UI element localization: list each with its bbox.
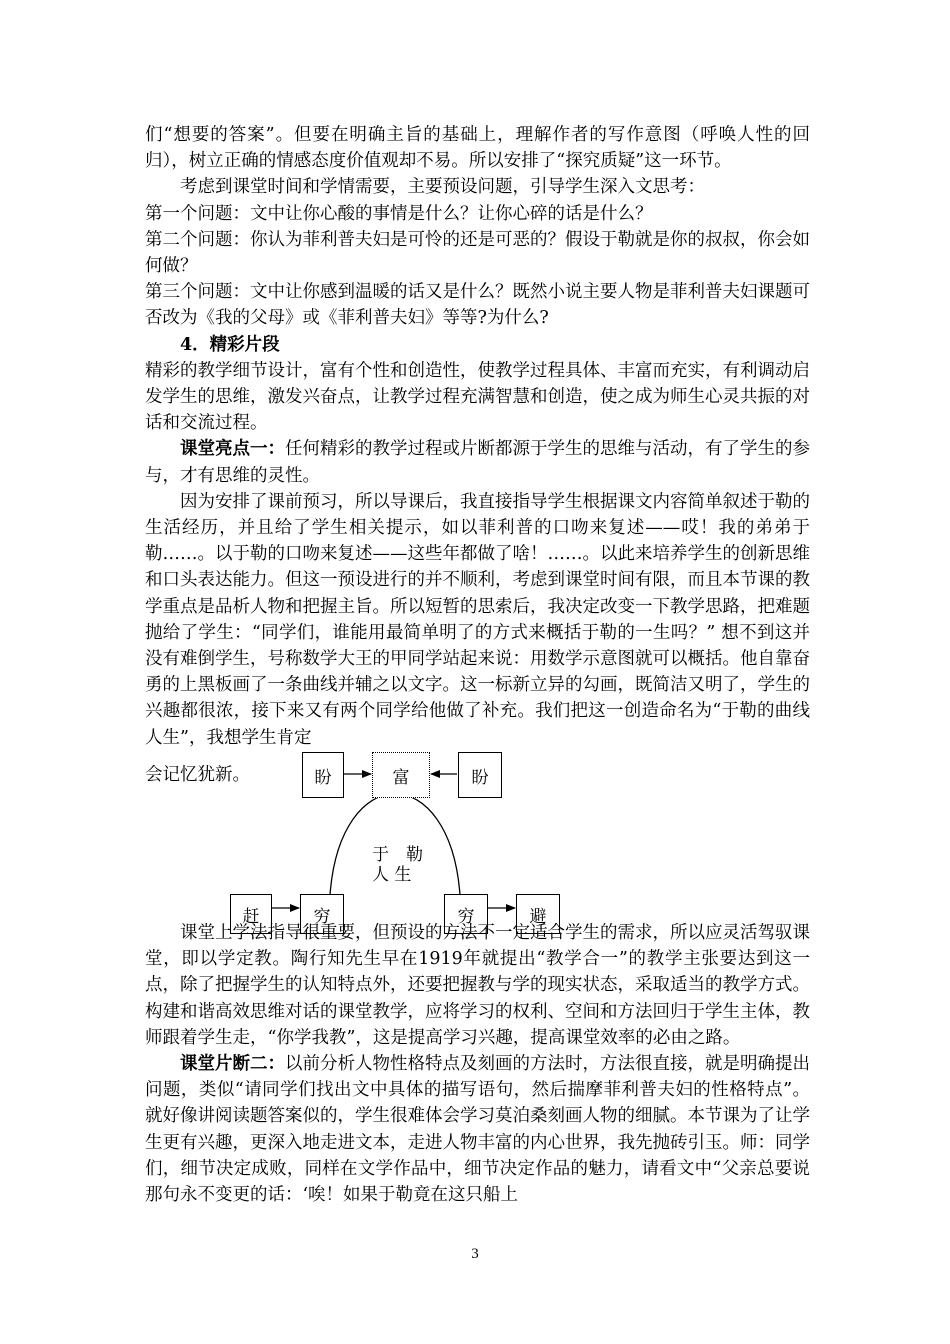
question-1: 第一个问题：文中让你心酸的事情是什么？让你心碎的话是什么？ [145, 203, 653, 224]
life-curve [330, 794, 460, 895]
highlight-2-label: 课堂片断二： [180, 1054, 285, 1075]
box-hope-right: 盼 [458, 752, 502, 798]
box-avoid: 避 [516, 894, 560, 934]
highlight-1-body: 因为安排了课前预习，所以导课后，我直接指导学生根据课文内容简单叙述于勒的生活经历，并且给了学生相关提示，如以菲利普的口吻来复述——哎！我的弟弟于勒……。以于勒的口吻来复述——这些年都做了啥！……。以此来培养学生的创新思维和口头表达能力。但这一预设进行的并不顺利，考虑到课堂时间有限，而且本节课的教学重点是品析人物和把握主旨。所以短暂的思索后，我决定改变一下教学思路，把难题抛给了学生：“同学们，谁能用最简单明了的方式来概括于勒的一生吗？” 想不到这并没有难倒学生，号称数学大王的甲同学站起来说：用数学示意图就可以概括。他自靠奋勇的上黑板画了一条曲线并辅之以文字。这一标新立异的勾画，既简洁又明了，学生的兴趣都很浓，接下来又有两个同学给他做了补充。我们把这一创造命名为“于勒的曲线人生”，我想学生肯定 [145, 491, 810, 748]
body-text-top [145, 122, 810, 751]
paragraph-after-diagram: 课堂上学法指导很重要，但预设的方法不一定适合学生的需求，所以应灵活驾驭课堂，即以学定教。陶行知先生早在1919年就提出“教学合一”的教学主张要达到这一点，除了把握学生的认知特点外，还要把握教与学的现实状态，采取适当的教学方式。构建和谐高效思维对话的课堂教学，应将学习的权利、空间和方法回归于学生主体，教师跟着学生走，“你学我教”，这是提高学习兴趣，提高课堂效率的必由之路。 [145, 923, 810, 1048]
highlight-1-paragraph [145, 436, 810, 488]
curve-label-line2: 人 生 [372, 865, 412, 885]
box-chase: 赶 [230, 894, 272, 934]
box-poor-right: 穷 [444, 894, 488, 934]
body-text-bottom [145, 920, 810, 1208]
curve-label-line1: 于 勒 [372, 845, 423, 865]
paragraph: 们“想要的答案”。但要在明确主旨的基础上，理解作者的写作意图（呼唤人性的回归），树立正确的情感态度价值观却不易。所以安排了“探究质疑”这一环节。 [145, 125, 810, 172]
section-heading: 4．精彩片段 [180, 334, 280, 355]
box-hope-left: 盼 [302, 752, 344, 798]
highlight-1-label: 课堂亮点一： [180, 439, 285, 460]
box-rich: 富 [372, 752, 430, 798]
question-3: 第三个问题：文中让你感到温暖的话又是什么？既然小说主要人物是菲利普夫妇课题可否改为《我的父母》或《菲利普夫妇》等等?为什么? [145, 282, 810, 329]
question-2: 第二个问题：你认为菲利普夫妇是可怜的还是可恶的？假设于勒就是你的叔叔，你会如何做？ [145, 229, 810, 277]
highlight-1-text: 任何精彩的教学过程或片断都源于学生的思维与活动，有了学生的参与，才有思维的灵性。 [145, 439, 810, 486]
line-before-diagram: 会记忆犹新。 [145, 765, 250, 785]
section-intro: 精彩的教学细节设计，富有个性和创造性，使教学过程具体、丰富而充实，有利调动启发学生的思维，激发兴奋点，让教学过程充满智慧和创造，使之成为师生心灵共振的对话和交流过程。 [145, 360, 810, 434]
highlight-2-paragraph [145, 1051, 810, 1208]
paragraph: 考虑到课堂时间和学情需要，主要预设问题，引导学生深入文思考： [180, 177, 705, 198]
box-poor-left: 穷 [300, 894, 344, 934]
page-number: 3 [471, 1246, 479, 1262]
highlight-2-text: 以前分析人物性格特点及刻画的方法时，方法很直接，就是明确提出问题，类似“请同学们找出文中具体的描写语句，然后揣摩菲利普夫妇的性格特点”。就好像讲阅读题答案似的，学生很难体会学习莫泊桑刻画人物的细腻。本节课为了让学生更有兴趣，更深入地走进文本，走进人物丰富的内心世界，我先抛砖引玉。师：同学们，细节决定成败，同样在文学作品中，细节决定作品的魅力，请看文中“父亲总要说那句永不变更的话：‘唉！如果于勒竟在这只船上 [145, 1054, 810, 1206]
